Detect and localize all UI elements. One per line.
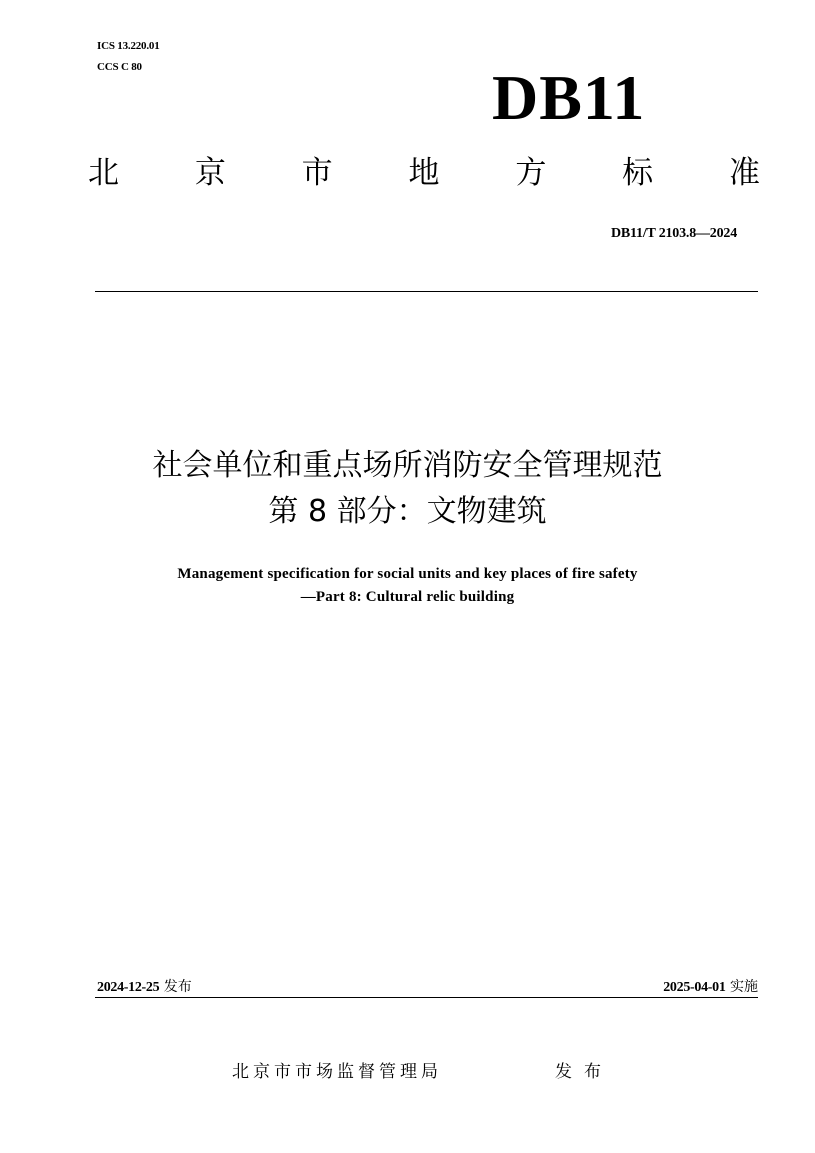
implementation-date: 2025-04-01 (663, 980, 726, 995)
standard-type-heading (88, 155, 760, 191)
implementation-label: 实施 (730, 979, 758, 995)
standard-type-char: 准 (728, 155, 760, 191)
standard-type-char: 市 (301, 155, 333, 191)
standard-code: DB11 (492, 62, 646, 133)
standard-number: DB11/T 2103.8—2024 (610, 226, 737, 241)
standard-type-char: 京 (194, 155, 226, 191)
bottom-divider (95, 997, 758, 998)
release-date: 2024-12-25 (97, 980, 160, 995)
release-label: 发布 (163, 979, 192, 995)
standard-type-char: 北 (88, 155, 119, 191)
title-cn-line1: 社会单位和重点场所消防安全管理规范 (152, 448, 663, 483)
standard-type-char: 地 (408, 155, 440, 191)
title-en-line1: Management specification for social units and key places of fire safety (177, 566, 638, 582)
implementation-date-block (663, 976, 758, 996)
standard-type-char: 标 (622, 155, 654, 191)
publish-verb: 发布 (555, 1062, 613, 1082)
top-divider (95, 291, 758, 292)
standard-type-char: 方 (515, 155, 547, 191)
publisher-name: 北京市市场监督管理局 (232, 1062, 442, 1082)
title-cn-line2: 第 8 部分：文物建筑 (268, 494, 547, 529)
release-date-block (97, 976, 192, 996)
title-en-line2: —Part 8: Cultural relic building (300, 589, 515, 605)
ccs-code: CCS C 80 (97, 61, 142, 73)
ics-code: ICS 13.220.01 (97, 40, 160, 52)
